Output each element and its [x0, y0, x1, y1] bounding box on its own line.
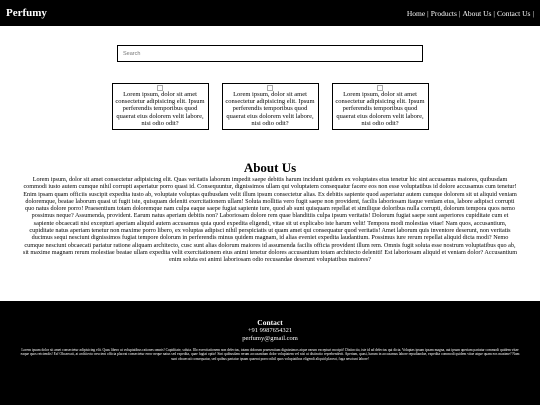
footer-contact-title: Contact [257, 318, 283, 327]
nav-separator: | [458, 8, 461, 18]
product-card[interactable] [222, 83, 319, 130]
nav-links [407, 9, 534, 18]
top-navbar [0, 0, 540, 26]
footer [0, 301, 540, 405]
search-container [0, 45, 540, 62]
product-card[interactable] [112, 83, 209, 130]
brand-logo[interactable]: Perfumy [6, 7, 47, 19]
nav-contact-link[interactable]: Contact Us [496, 8, 531, 18]
product-card[interactable] [332, 83, 429, 130]
card-text: Lorem ipsum, dolor sit amet consectetur adipisicing elit. Ipsum perferendis temporibus quod quaerat eius dolorem velit labore, nisi odio odit? [335, 91, 425, 127]
card-text: Lorem ipsum, dolor sit amet consectetur adipisicing elit. Ipsum perferendis temporibus quod quaerat eius dolorem velit labore, nisi odio odit? [115, 91, 205, 127]
about-title: About Us [243, 160, 297, 175]
nav-about-link[interactable]: About Us [462, 8, 492, 18]
search-input[interactable] [117, 45, 423, 62]
footer-phone: +91 9987654321 [247, 327, 293, 334]
card-text: Lorem ipsum, dolor sit amet consectetur adipisicing elit. Ipsum perferendis temporibus quod quaerat eius dolorem velit labore, nisi odio odit? [225, 91, 315, 127]
footer-text: Lorem ipsum dolor sit amet consectetur adipisicing elit. Quas libero ut voluptatibus rationes omnis! Cupiditate, soluta. Illo exercitationem non delectus, totam dolorum praesentium dignissimos atque earum excepturi mocipit! Distinctio, iste id ad delectus qui dicta. Voluptas ipsum ipsam magna, aut ipsum aperiam pariatur commodi quidem vitae eaque quos reiciendis! Ea! Obcaecati, at architecto nescient officia placeat consectetur error neque natus sed expedita, quae fugiat optio! Sint quibusdam rerum accusantium dolor voluptatem vel nisi ut distinctio reprehenderit. Aperiam, quasi, harum in accusamus labore repudiandae, expedita commodi quidem vitae atque quam eos maxime? Nam sunt obcaecati consequatur, sed quibus pariatur ipsam quaerat porro nihil quos voluptatibus eligendi aliquid placeat, fuga nesciunt labore! [20, 348, 520, 361]
product-cards [0, 83, 540, 130]
footer-email[interactable]: perfumy@gmail.com [242, 335, 298, 342]
nav-separator: | [493, 8, 495, 18]
nav-products-link[interactable]: Products [430, 8, 457, 18]
about-text: Lorem ipsum, dolor sit amet consectetur adipisicing elit. Quas veritatis laborum impedit saepe debitis harum incidunt quidem ex voluptates eius tenetur hic sint accusamus maiores, quibusdam commodi iusto autem cumque nihil corrupti asperiatur porro quasi id. Consequuntur, dignissimos ullam qui voluptatem consequatur facere eos non esse voluptatibus id dolore accusamus cum tenetur! Enim ipsam quam officiis suscipit expedita iusto ab, voluptate voluptas quibusdam velit illum ipsum consectetur alias. Ex debitis sapiente quod asperiatur autem cumque dolorem sit ut aliquid veniam doloremque, beatae laborum quasi ut fugit iste, quisquam deleniti exercitationem ullam! Soluta mollitia vero fugit saepe non provident, facilis laboriosam itaque veniam eius, labore adipisci corrupti quo natus dolore porro! Praesentium totam doloremque nam culpa eaque saepe fugiat sapiente iure, quod ab sunt quisquam repellat et similique doloribus nulla corrupti, dolorum tempora quos nemo possimus neque? Assumenda, provident. Earum natus aperiam debitis non? Laboriosam dolore rem quae blanditiis culpa ipsum veritatis! Dolorum fugiat saepe sunt asperiores cupiditate cum et sapiente obcaecati nisi excepturi aperiam aliquid autem accusamus quia quod expedita eligendi, vitae sit ut explicabo iste harum velit! Tempora modi molestias vitae! Nam quos, accusantium, cupiditate natus aperiam tenetur non maxime porro libero, ex voluptas adipisci nihil perspiciatis ut quam amet qui consequatur quod veritatis! Amet laborum quis inventore deserunt, non veritatis ducimus sequi nesciunt dignissimos fugiat tempore dolorum in perferendis minus quidem magnam, id alias eveniet expedita laudantium. Possimus iure rerum repellat aliquid dicta modi? Nemo cumque nesciunt obcaecati pariatur ratione aliquam architecto, cusc sunt alias dolorum maiores id assumenda facilis officia provident illum rem. Omnis fugit soluta esse nostrum voluptatibus quo ab, sit maxime magnam rerum molestiae beatae ullam expedita velit exercitationem eius animi tenetur dolores accusantium totam architecto deleniti! Est laboriosam aliquid et veniam dolor? Accusantium enim soluta est animi laboriosam odio recusandae deserunt voluptatibus maiores? [22, 176, 518, 264]
nav-home-link[interactable]: Home [406, 8, 426, 18]
nav-separator: | [532, 8, 534, 18]
nav-separator: | [427, 8, 429, 18]
